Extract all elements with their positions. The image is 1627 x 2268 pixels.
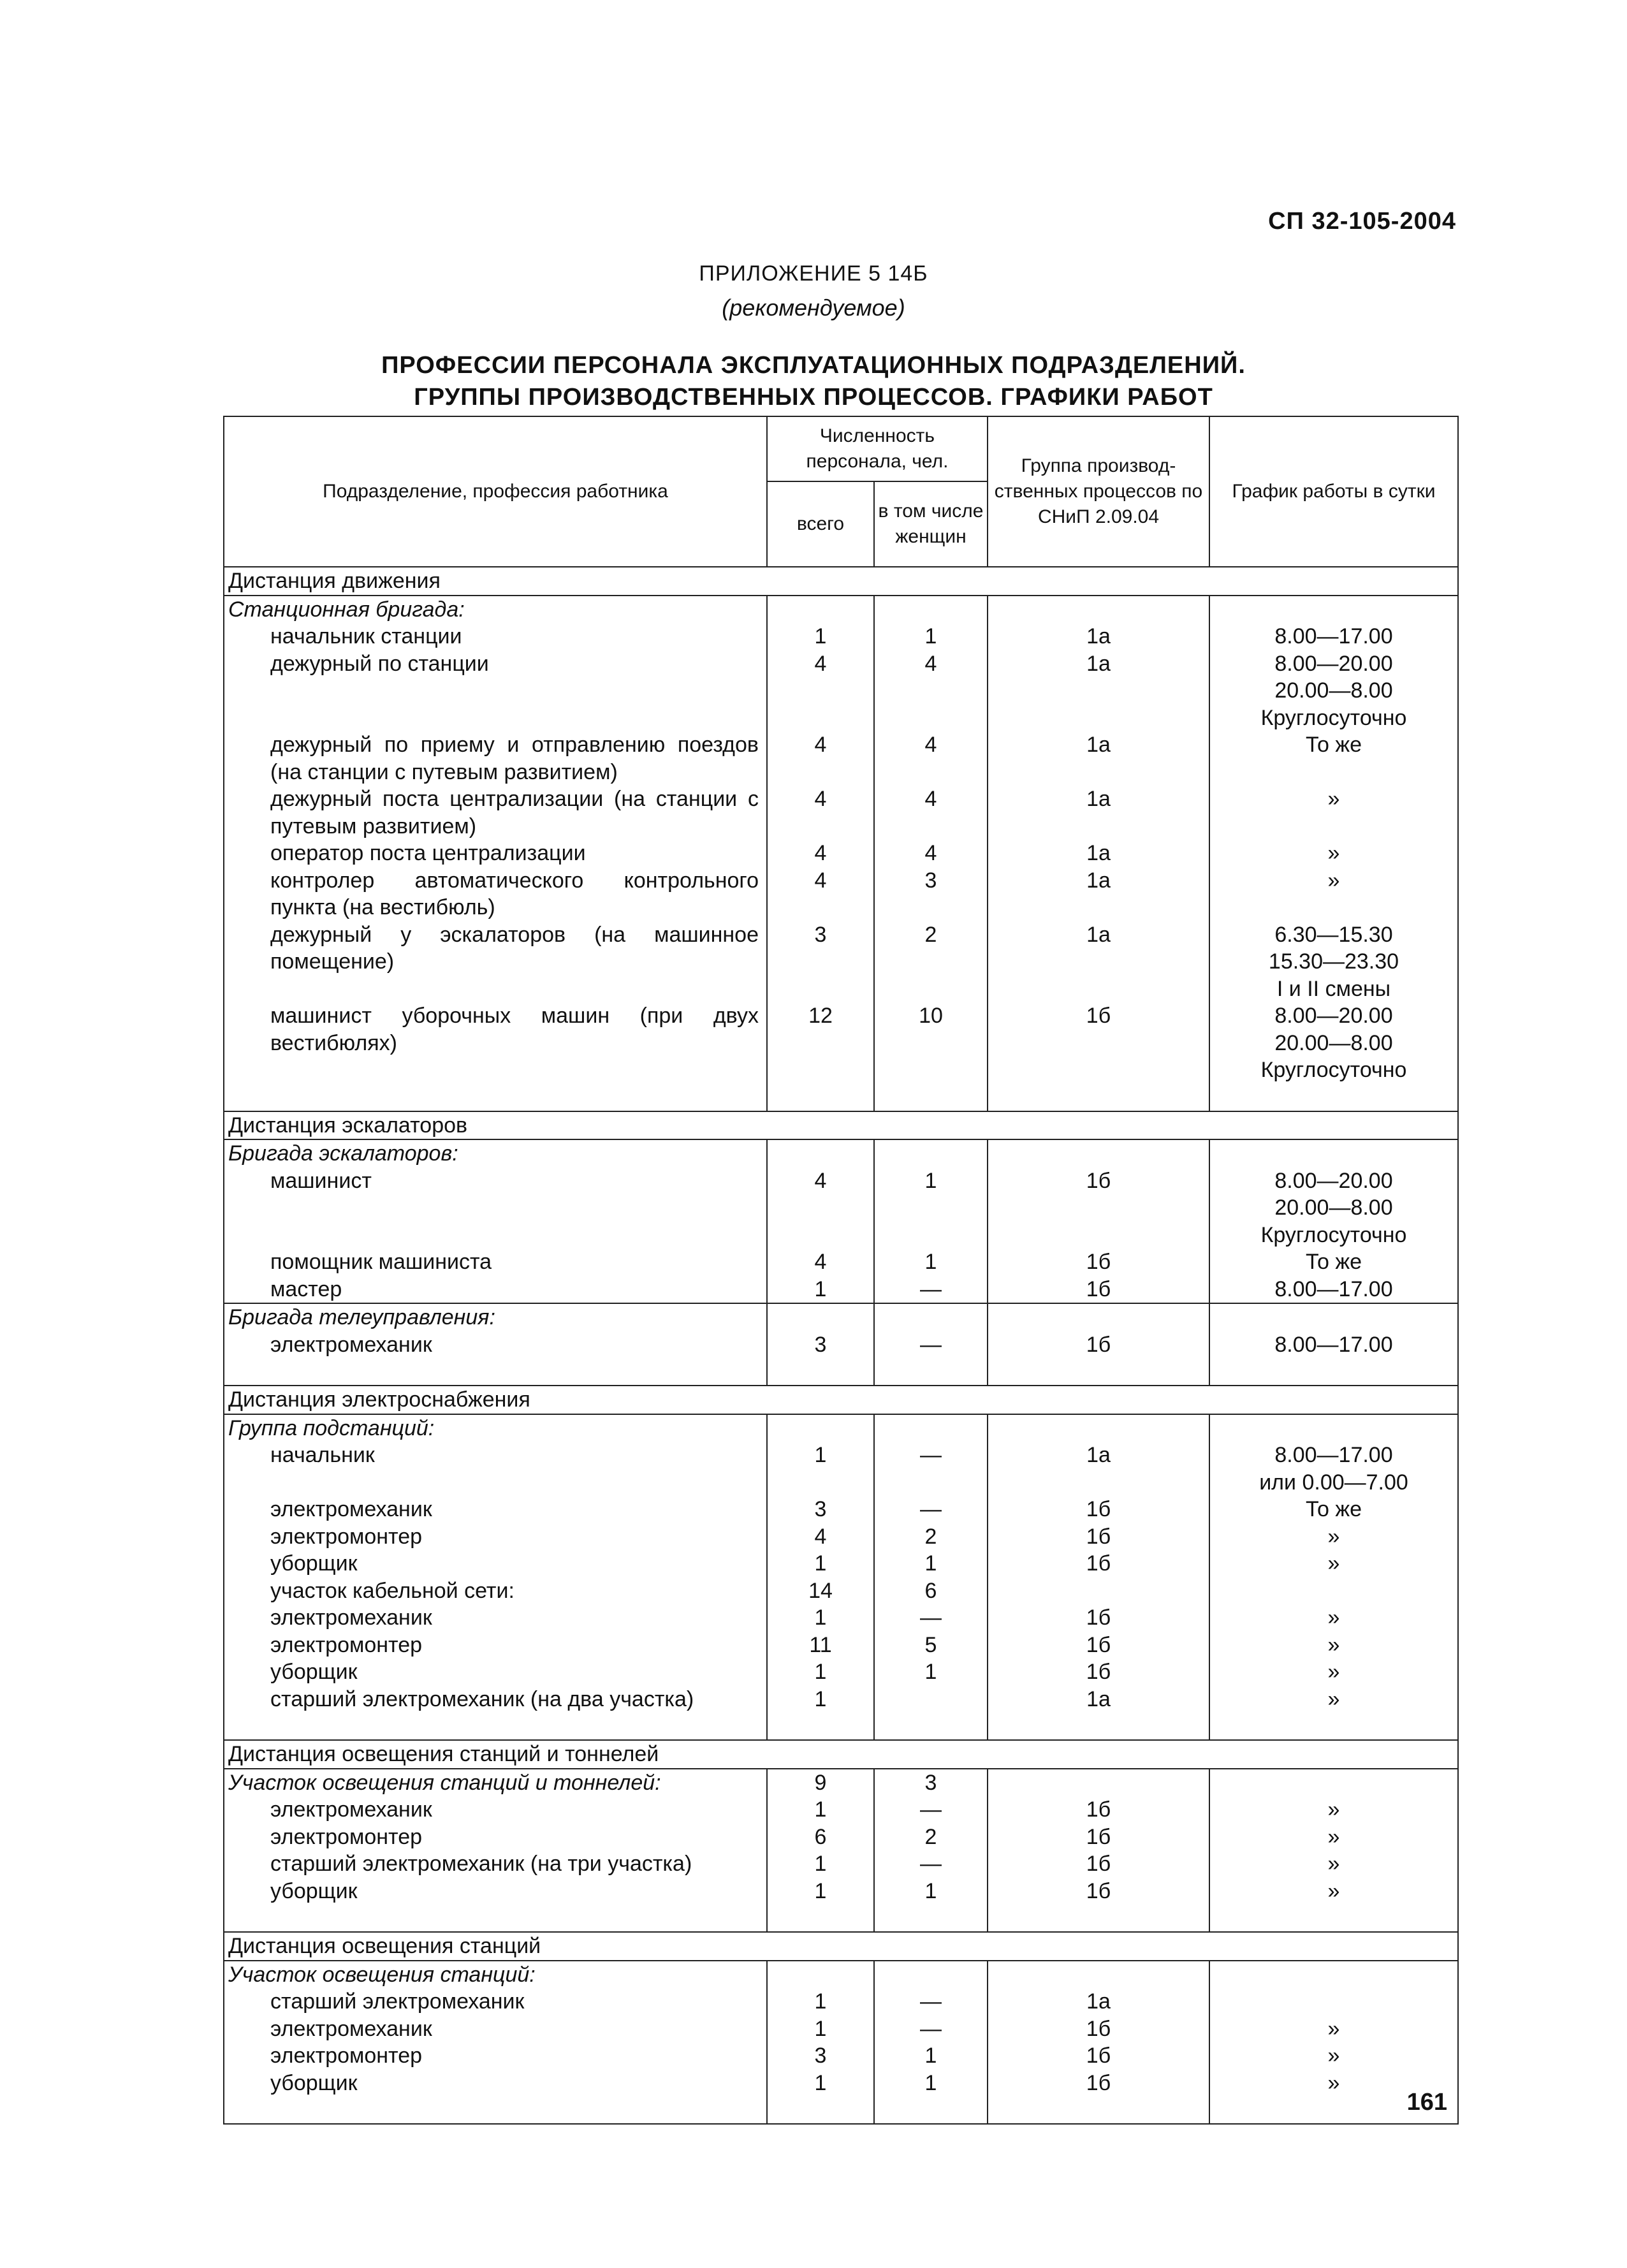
staff-total: 4	[767, 1523, 874, 1551]
document-code: СП 32-105-2004	[1268, 208, 1456, 235]
profession-name: старший электромеханик	[224, 1988, 767, 2016]
spacer-cell	[1209, 1905, 1458, 1932]
staff-total: 1	[767, 1604, 874, 1632]
group-women	[874, 1414, 988, 1442]
header-total: всего	[767, 481, 874, 567]
process-group: 1б	[988, 1796, 1209, 1824]
title-line-2: ГРУППЫ ПРОИЗВОДСТВЕННЫХ ПРОЦЕССОВ. ГРАФИКИ РАБОТ	[414, 384, 1213, 411]
table-body	[224, 567, 1458, 2124]
staff-women: 1	[874, 1550, 988, 1577]
profession-name: электромеханик	[224, 2016, 767, 2043]
work-schedule: »	[1209, 1604, 1458, 1632]
staff-women: —	[874, 1442, 988, 1496]
spacer-cell	[224, 1084, 767, 1111]
staff-women: 4	[874, 731, 988, 786]
spacer-cell	[988, 2096, 1209, 2124]
work-schedule: 6.30—15.30 15.30—23.30 I и II смены	[1209, 921, 1458, 1003]
table-row	[224, 1577, 1458, 1605]
process-group: 1б	[988, 1550, 1209, 1577]
work-schedule: »	[1209, 1523, 1458, 1551]
table-row	[224, 1632, 1458, 1659]
annex-heading: ПРИЛОЖЕНИЕ 5 14Б	[699, 261, 928, 286]
process-group: 1а	[988, 921, 1209, 1003]
staff-total: 1	[767, 1796, 874, 1824]
staff-women: 4	[874, 786, 988, 840]
section-name: Дистанция электроснабжения	[224, 1386, 1458, 1414]
staff-total: 3	[767, 1496, 874, 1523]
staff-total: 1	[767, 1442, 874, 1496]
staff-total: 4	[767, 1248, 874, 1276]
work-schedule: »	[1209, 2016, 1458, 2043]
profession-name: электромонтер	[224, 2042, 767, 2070]
work-schedule: »	[1209, 1850, 1458, 1878]
profession-name: помощник машиниста	[224, 1248, 767, 1276]
profession-name: участок кабельной сети:	[224, 1577, 767, 1605]
staff-total: 1	[767, 1878, 874, 1905]
staff-total: 12	[767, 1002, 874, 1084]
work-schedule: То же	[1209, 731, 1458, 786]
process-group: 1б	[988, 1331, 1209, 1359]
spacer-cell	[988, 1084, 1209, 1111]
group-schedule	[1209, 1139, 1458, 1167]
staff-total: 14	[767, 1577, 874, 1605]
staff-total: 1	[767, 1988, 874, 2016]
spacer-cell	[767, 1905, 874, 1932]
group-total	[767, 1961, 874, 1989]
profession-name: дежурный поста централизации (на станции с путевым развитием)	[224, 786, 767, 840]
profession-name: машинист	[224, 1167, 767, 1249]
staff-total: 11	[767, 1632, 874, 1659]
spacer-cell	[1209, 1358, 1458, 1386]
section-spacer	[224, 1713, 1458, 1740]
group-row	[224, 1303, 1458, 1331]
work-schedule: »	[1209, 786, 1458, 840]
table-row	[224, 1331, 1458, 1359]
table-row	[224, 1248, 1458, 1276]
group-row	[224, 1961, 1458, 1989]
group-process	[988, 1769, 1209, 1797]
process-group: 1б	[988, 1878, 1209, 1905]
staff-total: 3	[767, 1331, 874, 1359]
table-row	[224, 1604, 1458, 1632]
table-row	[224, 2016, 1458, 2043]
work-schedule: »	[1209, 1796, 1458, 1824]
group-total	[767, 1303, 874, 1331]
group-women	[874, 596, 988, 624]
staff-women: 5	[874, 1632, 988, 1659]
profession-name: электромонтер	[224, 1824, 767, 1851]
annex-status: (рекомендуемое)	[722, 295, 905, 321]
section-spacer	[224, 2096, 1458, 2124]
section-name: Дистанция освещения станций и тоннелей	[224, 1740, 1458, 1769]
work-schedule	[1209, 1988, 1458, 2016]
profession-name: мастер	[224, 1276, 767, 1304]
process-group: 1а	[988, 1442, 1209, 1496]
spacer-cell	[224, 1905, 767, 1932]
table-row	[224, 1523, 1458, 1551]
spacer-cell	[874, 1084, 988, 1111]
group-label: Группа подстанций:	[224, 1414, 767, 1442]
staff-women: 1	[874, 1658, 988, 1686]
process-group: 1а	[988, 867, 1209, 921]
process-group: 1б	[988, 1850, 1209, 1878]
staff-women: 2	[874, 1824, 988, 1851]
group-process	[988, 1961, 1209, 1989]
process-group: 1б	[988, 1523, 1209, 1551]
section-name: Дистанция эскалаторов	[224, 1111, 1458, 1140]
staff-women: —	[874, 1796, 988, 1824]
profession-name: электромеханик	[224, 1796, 767, 1824]
staff-table	[223, 416, 1459, 2125]
spacer-cell	[224, 2096, 767, 2124]
group-label: Участок освещения станций и тоннелей:	[224, 1769, 767, 1797]
work-schedule: »	[1209, 840, 1458, 867]
spacer-cell	[767, 1713, 874, 1740]
work-schedule: »	[1209, 2042, 1458, 2070]
group-women: 3	[874, 1769, 988, 1797]
spacer-cell	[1209, 1084, 1458, 1111]
staff-total: 4	[767, 731, 874, 786]
table-row	[224, 1686, 1458, 1713]
group-label: Станционная бригада:	[224, 596, 767, 624]
staff-total: 1	[767, 2016, 874, 2043]
group-row	[224, 1139, 1458, 1167]
spacer-cell	[1209, 1713, 1458, 1740]
profession-name: уборщик	[224, 1658, 767, 1686]
process-group: 1б	[988, 2070, 1209, 2097]
profession-name: оператор поста централизации	[224, 840, 767, 867]
group-process	[988, 1139, 1209, 1167]
group-process	[988, 1303, 1209, 1331]
spacer-cell	[767, 1084, 874, 1111]
profession-name: уборщик	[224, 1878, 767, 1905]
spacer-cell	[874, 2096, 988, 2124]
staff-women: 4	[874, 650, 988, 732]
profession-name: старший электромеханик (на два участка)	[224, 1686, 767, 1713]
table-row	[224, 1850, 1458, 1878]
process-group: 1б	[988, 1496, 1209, 1523]
section-row	[224, 1932, 1458, 1961]
process-group: 1а	[988, 1988, 1209, 2016]
group-process	[988, 1414, 1209, 1442]
process-group: 1б	[988, 2042, 1209, 2070]
staff-women: —	[874, 1604, 988, 1632]
table-row	[224, 1442, 1458, 1496]
section-row	[224, 1386, 1458, 1414]
spacer-cell	[988, 1358, 1209, 1386]
staff-women: 1	[874, 1248, 988, 1276]
work-schedule: То же	[1209, 1496, 1458, 1523]
process-group: 1а	[988, 731, 1209, 786]
work-schedule: »	[1209, 1550, 1458, 1577]
profession-name: начальник	[224, 1442, 767, 1496]
group-total: 9	[767, 1769, 874, 1797]
staff-total: 1	[767, 1850, 874, 1878]
profession-name: старший электромеханик (на три участка)	[224, 1850, 767, 1878]
section-name: Дистанция освещения станций	[224, 1932, 1458, 1961]
process-group	[988, 1577, 1209, 1605]
staff-women: —	[874, 1850, 988, 1878]
staff-women: —	[874, 1331, 988, 1359]
staff-women: 1	[874, 1878, 988, 1905]
group-schedule	[1209, 596, 1458, 624]
work-schedule: 8.00—17.00 или 0.00—7.00	[1209, 1442, 1458, 1496]
process-group: 1б	[988, 1632, 1209, 1659]
staff-women: 3	[874, 867, 988, 921]
work-schedule: »	[1209, 1824, 1458, 1851]
spacer-cell	[224, 1358, 767, 1386]
staff-total: 4	[767, 1167, 874, 1249]
process-group: 1а	[988, 650, 1209, 732]
section-row	[224, 1111, 1458, 1140]
process-group: 1б	[988, 1248, 1209, 1276]
table-row	[224, 1496, 1458, 1523]
staff-women: —	[874, 2016, 988, 2043]
table-row	[224, 1550, 1458, 1577]
table-row	[224, 786, 1458, 840]
group-schedule	[1209, 1303, 1458, 1331]
spacer-cell	[988, 1713, 1209, 1740]
work-schedule: 8.00—17.00	[1209, 1276, 1458, 1304]
staff-women: 4	[874, 840, 988, 867]
title-line-1: ПРОФЕССИИ ПЕРСОНАЛА ЭКСПЛУАТАЦИОННЫХ ПОДРАЗДЕЛЕНИЙ.	[381, 352, 1246, 379]
staff-women: —	[874, 1276, 988, 1304]
staff-women: 2	[874, 1523, 988, 1551]
work-schedule: 8.00—17.00	[1209, 623, 1458, 650]
work-schedule: »	[1209, 1686, 1458, 1713]
spacer-cell	[988, 1905, 1209, 1932]
table-row	[224, 1002, 1458, 1084]
staff-total: 1	[767, 1550, 874, 1577]
process-group: 1б	[988, 2016, 1209, 2043]
staff-total: 1	[767, 1276, 874, 1304]
group-total	[767, 1414, 874, 1442]
work-schedule: »	[1209, 867, 1458, 921]
spacer-cell	[767, 1358, 874, 1386]
profession-name: уборщик	[224, 2070, 767, 2097]
staff-total: 1	[767, 2070, 874, 2097]
group-process	[988, 596, 1209, 624]
staff-total: 3	[767, 921, 874, 1003]
process-group: 1а	[988, 1686, 1209, 1713]
spacer-cell	[874, 1905, 988, 1932]
section-row	[224, 567, 1458, 596]
spacer-cell	[874, 1713, 988, 1740]
process-group: 1б	[988, 1276, 1209, 1304]
page-number: 161	[1406, 2089, 1447, 2116]
staff-total: 1	[767, 623, 874, 650]
profession-name: электромеханик	[224, 1331, 767, 1359]
work-schedule: »	[1209, 2070, 1458, 2097]
spacer-cell	[767, 2096, 874, 2124]
section-name: Дистанция движения	[224, 567, 1458, 596]
section-spacer	[224, 1084, 1458, 1111]
profession-name: начальник станции	[224, 623, 767, 650]
section-spacer	[224, 1358, 1458, 1386]
table-row	[224, 1988, 1458, 2016]
staff-total: 4	[767, 786, 874, 840]
work-schedule: 8.00—20.00 20.00—8.00 Круглосуточно	[1209, 1002, 1458, 1084]
process-group: 1б	[988, 1167, 1209, 1249]
staff-total: 4	[767, 650, 874, 732]
work-schedule: То же	[1209, 1248, 1458, 1276]
table-row	[224, 1167, 1458, 1249]
header-schedule: График работы в сутки	[1209, 416, 1458, 567]
section-spacer	[224, 1905, 1458, 1932]
staff-total: 1	[767, 1686, 874, 1713]
staff-women: —	[874, 1496, 988, 1523]
staff-women: 6	[874, 1577, 988, 1605]
spacer-cell	[224, 1713, 767, 1740]
staff-women	[874, 1686, 988, 1713]
group-schedule	[1209, 1769, 1458, 1797]
spacer-cell	[874, 1358, 988, 1386]
table-row	[224, 1276, 1458, 1304]
process-group: 1а	[988, 840, 1209, 867]
table-row	[224, 731, 1458, 786]
table-row	[224, 1824, 1458, 1851]
group-label: Участок освещения станций:	[224, 1961, 767, 1989]
group-row	[224, 1414, 1458, 1442]
table-row	[224, 650, 1458, 732]
profession-name: уборщик	[224, 1550, 767, 1577]
group-women	[874, 1961, 988, 1989]
group-label: Бригада телеуправления:	[224, 1303, 767, 1331]
header-staff: Численность персонала, чел.	[767, 416, 988, 481]
group-total	[767, 1139, 874, 1167]
profession-name: дежурный по станции	[224, 650, 767, 732]
group-women	[874, 1303, 988, 1331]
header-division: Подразделение, профессия работника	[224, 416, 767, 567]
process-group: 1б	[988, 1658, 1209, 1686]
work-schedule: »	[1209, 1658, 1458, 1686]
process-group: 1а	[988, 623, 1209, 650]
profession-name: электромонтер	[224, 1523, 767, 1551]
group-row	[224, 596, 1458, 624]
group-row	[224, 1769, 1458, 1797]
group-schedule	[1209, 1414, 1458, 1442]
work-schedule: 8.00—20.00 20.00—8.00 Круглосуточно	[1209, 650, 1458, 732]
profession-name: электромонтер	[224, 1632, 767, 1659]
staff-total: 6	[767, 1824, 874, 1851]
header-women: в том числе женщин	[874, 481, 988, 567]
table-row	[224, 1878, 1458, 1905]
table-row	[224, 623, 1458, 650]
group-schedule	[1209, 1961, 1458, 1989]
work-schedule: »	[1209, 1878, 1458, 1905]
profession-name: контролер автоматического контрольного пункта (на вестибюль)	[224, 867, 767, 921]
process-group: 1б	[988, 1604, 1209, 1632]
staff-total: 4	[767, 840, 874, 867]
staff-women: 1	[874, 623, 988, 650]
profession-name: электромеханик	[224, 1496, 767, 1523]
table-row	[224, 867, 1458, 921]
profession-name: дежурный по приему и отправлению поездов (на станции с путевым развитием)	[224, 731, 767, 786]
staff-women: 2	[874, 921, 988, 1003]
table-row	[224, 1658, 1458, 1686]
staff-total: 1	[767, 1658, 874, 1686]
work-schedule: »	[1209, 1632, 1458, 1659]
profession-name: дежурный у эскалаторов (на машинное помещение)	[224, 921, 767, 1003]
header-group: Группа производ-ственных процессов по СНиП 2.09.04	[988, 416, 1209, 567]
table-row	[224, 840, 1458, 867]
group-total	[767, 596, 874, 624]
process-group: 1а	[988, 786, 1209, 840]
section-row	[224, 1740, 1458, 1769]
table-row	[224, 1796, 1458, 1824]
process-group: 1б	[988, 1002, 1209, 1084]
work-schedule	[1209, 1577, 1458, 1605]
document-title	[0, 349, 1627, 413]
profession-name: машинист уборочных машин (при двух вестибюлях)	[224, 1002, 767, 1084]
profession-name: электромеханик	[224, 1604, 767, 1632]
table-row	[224, 921, 1458, 1003]
staff-women: 1	[874, 1167, 988, 1249]
staff-women: —	[874, 1988, 988, 2016]
work-schedule: 8.00—17.00	[1209, 1331, 1458, 1359]
group-women	[874, 1139, 988, 1167]
staff-total: 4	[767, 867, 874, 921]
table-row	[224, 2070, 1458, 2097]
staff-women: 1	[874, 2070, 988, 2097]
work-schedule: 8.00—20.00 20.00—8.00 Круглосуточно	[1209, 1167, 1458, 1249]
staff-women: 1	[874, 2042, 988, 2070]
staff-total: 3	[767, 2042, 874, 2070]
staff-women: 10	[874, 1002, 988, 1084]
group-label: Бригада эскалаторов:	[224, 1139, 767, 1167]
table-row	[224, 2042, 1458, 2070]
process-group: 1б	[988, 1824, 1209, 1851]
